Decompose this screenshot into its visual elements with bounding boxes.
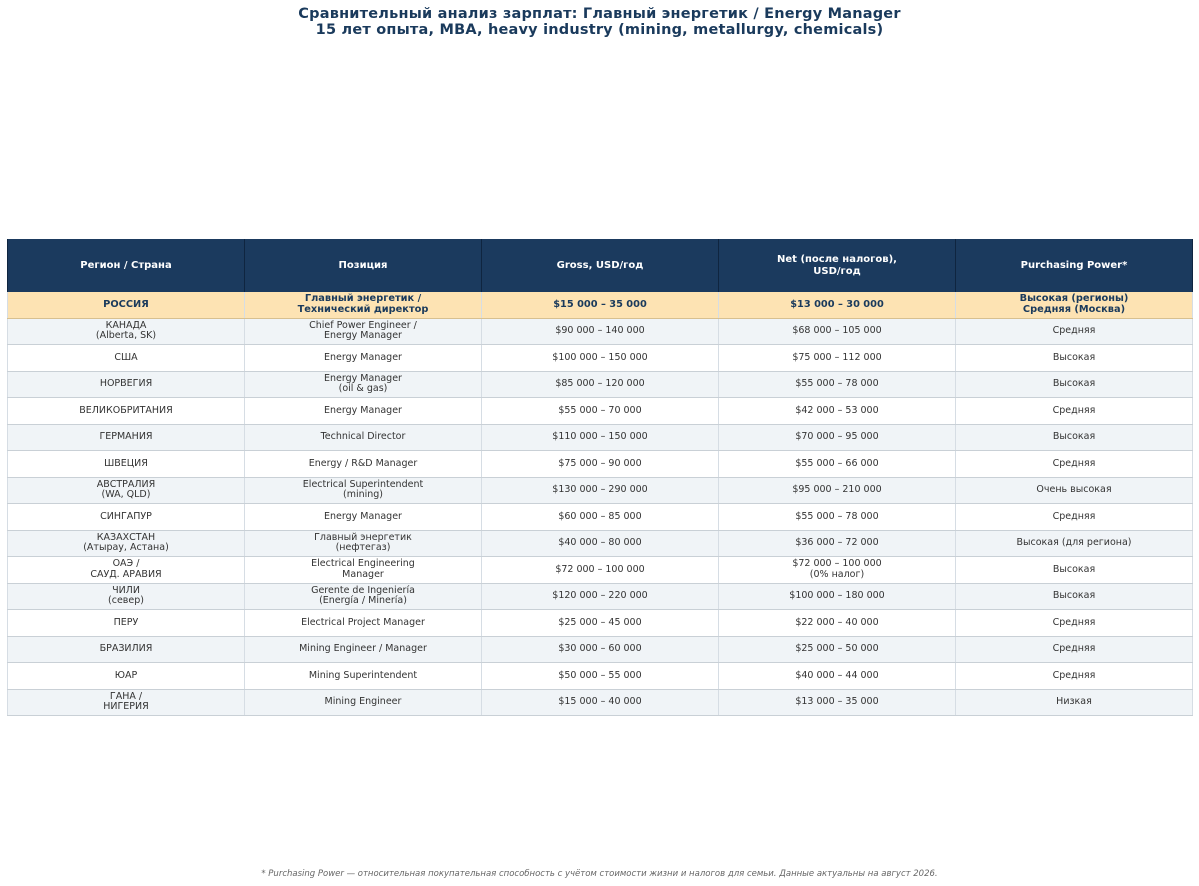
cell-text: $55 000 – 66 000: [795, 457, 879, 469]
cell-position: [245, 557, 482, 584]
cell-text: $72 000 – 100 000: [792, 558, 882, 570]
cell-text: Высокая (регионы): [1019, 293, 1129, 305]
cell-text: $90 000 – 140 000: [555, 325, 645, 336]
cell-text: Высокая: [1052, 563, 1096, 575]
salary-table-container: [7, 239, 1192, 716]
cell-text: (Energía / Minería): [319, 595, 407, 607]
cell-text: $68 000 – 105 000: [792, 325, 882, 336]
cell-purchasing-power: [956, 663, 1193, 690]
cell-position: [245, 504, 482, 531]
cell-region: [8, 530, 245, 557]
cell-net: [719, 557, 956, 584]
cell-text: Средняя: [1052, 457, 1096, 469]
cell-text: Electrical Superintendent: [302, 478, 424, 490]
header-row: [8, 239, 1193, 292]
cell-net: [719, 345, 956, 372]
cell-gross: [482, 292, 719, 318]
cell-region: [8, 451, 245, 478]
cell-text: САУД. АРАВИЯ: [90, 568, 162, 580]
cell-text: Средняя (Москва): [1022, 303, 1126, 315]
cell-gross: [482, 557, 719, 584]
cell-position: [245, 371, 482, 398]
cell-text: Низкая: [1056, 696, 1092, 707]
cell-text: $72 000 – 100 000: [555, 563, 645, 575]
table-header: [8, 239, 1193, 292]
cell-text: $75 000 – 112 000: [792, 351, 882, 363]
table-row: [8, 371, 1193, 398]
table-row: [8, 398, 1193, 425]
cell-gross: [482, 610, 719, 637]
cell-text: ЧИЛИ: [112, 584, 140, 596]
cell-purchasing-power: [956, 689, 1193, 716]
table-row: [8, 689, 1193, 716]
cell-region: [8, 663, 245, 690]
cell-text: ОАЭ /: [112, 558, 140, 570]
cell-region: [8, 345, 245, 372]
cell-position: [245, 345, 482, 372]
cell-net: [719, 583, 956, 610]
cell-position: [245, 318, 482, 345]
cell-text: Главный энергетик /: [304, 293, 422, 305]
cell-net: [719, 689, 956, 716]
table-row: [8, 583, 1193, 610]
cell-text: $36 000 – 72 000: [795, 537, 879, 548]
salary-comparison-table: [7, 239, 1193, 716]
cell-text: $55 000 – 70 000: [558, 404, 642, 416]
cell-position: [245, 583, 482, 610]
cell-text: $42 000 – 53 000: [795, 404, 879, 416]
cell-text: $15 000 – 35 000: [553, 298, 647, 310]
cell-text: $25 000 – 45 000: [558, 616, 642, 628]
table-body: [8, 292, 1193, 716]
cell-position: [245, 610, 482, 637]
table-row: [8, 610, 1193, 637]
cell-position: [245, 689, 482, 716]
cell-purchasing-power: [956, 530, 1193, 557]
cell-text: $15 000 – 40 000: [558, 696, 642, 707]
cell-purchasing-power: [956, 636, 1193, 663]
cell-text: (mining): [342, 489, 384, 501]
cell-text: НОРВЕГИЯ: [99, 378, 153, 389]
cell-gross: [482, 318, 719, 345]
column-header-line: Gross, USD/год: [556, 259, 644, 271]
cell-text: (0% налог): [809, 568, 865, 580]
cell-gross: [482, 636, 719, 663]
cell-text: ПЕРУ: [113, 616, 139, 628]
table-row: [8, 424, 1193, 451]
cell-region: [8, 689, 245, 716]
cell-net: [719, 636, 956, 663]
cell-net: [719, 371, 956, 398]
cell-text: Средняя: [1052, 643, 1096, 654]
cell-region: [8, 371, 245, 398]
cell-text: БРАЗИЛИЯ: [99, 643, 153, 654]
cell-text: ВЕЛИКОБРИТАНИЯ: [79, 404, 173, 416]
cell-text: $110 000 – 150 000: [552, 431, 648, 442]
cell-text: $50 000 – 55 000: [558, 669, 642, 681]
cell-net: [719, 398, 956, 425]
cell-gross: [482, 530, 719, 557]
table-row: [8, 345, 1193, 372]
cell-text: КАНАДА: [105, 319, 147, 331]
cell-text: $70 000 – 95 000: [795, 431, 879, 442]
table-row: [8, 504, 1193, 531]
table-row: [8, 477, 1193, 504]
footnote: * Purchasing Power — относительная покупательная способность с учётом стоимости жизни и налогов для семьи. Данные актуальны на август 2026.: [261, 869, 938, 879]
cell-position: [245, 663, 482, 690]
cell-region: [8, 504, 245, 531]
cell-text: $100 000 – 150 000: [552, 351, 648, 363]
cell-text: $120 000 – 220 000: [552, 590, 648, 601]
cell-gross: [482, 345, 719, 372]
cell-text: ГАНА /: [109, 690, 143, 702]
cell-gross: [482, 451, 719, 478]
cell-gross: [482, 689, 719, 716]
column-header-line: Позиция: [338, 259, 388, 271]
page-title: [0, 6, 1199, 38]
cell-purchasing-power: [956, 557, 1193, 584]
cell-text: $13 000 – 30 000: [790, 298, 884, 310]
cell-text: (север): [108, 595, 144, 607]
column-header-gross: [482, 239, 719, 292]
cell-text: Chief Power Engineer /: [309, 319, 417, 331]
column-header-purchasing-power: [956, 239, 1193, 292]
cell-position: [245, 398, 482, 425]
cell-text: КАЗАХСТАН: [96, 531, 156, 543]
cell-text: Технический директор: [297, 303, 429, 315]
table-row: [8, 636, 1193, 663]
column-header-line: Purchasing Power*: [1020, 259, 1128, 271]
cell-text: Средняя: [1052, 325, 1096, 336]
cell-purchasing-power: [956, 318, 1193, 345]
cell-text: СИНГАПУР: [100, 510, 152, 522]
cell-text: $60 000 – 85 000: [558, 510, 642, 522]
cell-gross: [482, 583, 719, 610]
cell-region: [8, 292, 245, 318]
cell-purchasing-power: [956, 345, 1193, 372]
table-row: [8, 451, 1193, 478]
cell-text: Mining Engineer / Manager: [299, 643, 427, 654]
cell-region: [8, 424, 245, 451]
cell-text: Средняя: [1052, 669, 1096, 681]
cell-text: Energy Manager: [324, 330, 402, 342]
cell-position: [245, 424, 482, 451]
table-row: [8, 557, 1193, 584]
cell-text: Средняя: [1052, 616, 1096, 628]
cell-text: Gerente de Ingeniería: [311, 584, 415, 596]
cell-purchasing-power: [956, 424, 1193, 451]
cell-net: [719, 504, 956, 531]
cell-net: [719, 451, 956, 478]
cell-region: [8, 477, 245, 504]
cell-purchasing-power: [956, 610, 1193, 637]
cell-net: [719, 610, 956, 637]
cell-text: Energy / R&D Manager: [308, 457, 418, 469]
cell-text: $25 000 – 50 000: [795, 643, 879, 654]
cell-gross: [482, 371, 719, 398]
cell-text: Высокая: [1052, 351, 1096, 363]
cell-gross: [482, 663, 719, 690]
cell-text: Очень высокая: [1036, 484, 1112, 495]
cell-text: $95 000 – 210 000: [792, 484, 882, 495]
column-header-line: USD/год: [813, 265, 861, 277]
title-line-1: Сравнительный анализ зарплат: Главный энергетик / Energy Manager: [298, 6, 901, 22]
cell-region: [8, 583, 245, 610]
cell-gross: [482, 398, 719, 425]
cell-position: [245, 530, 482, 557]
cell-text: $55 000 – 78 000: [795, 510, 879, 522]
cell-gross: [482, 504, 719, 531]
cell-text: $85 000 – 120 000: [555, 378, 645, 389]
cell-text: Mining Superintendent: [308, 669, 418, 681]
cell-position: [245, 636, 482, 663]
table-row: [8, 318, 1193, 345]
cell-text: Energy Manager: [324, 510, 402, 522]
cell-text: $75 000 – 90 000: [558, 457, 642, 469]
cell-text: Manager: [342, 568, 384, 580]
cell-text: $40 000 – 44 000: [795, 669, 879, 681]
cell-text: Главный энергетик: [314, 531, 412, 543]
cell-text: $13 000 – 35 000: [795, 696, 879, 707]
title-line-2: 15 лет опыта, MBA, heavy industry (mining, metallurgy, chemicals): [315, 22, 884, 38]
column-header-line: Net (после налогов),: [777, 253, 897, 265]
column-header-position: [245, 239, 482, 292]
cell-region: [8, 636, 245, 663]
cell-text: Electrical Engineering: [311, 558, 415, 570]
cell-text: $130 000 – 290 000: [552, 484, 648, 495]
cell-position: [245, 292, 482, 318]
cell-text: Средняя: [1052, 404, 1096, 416]
cell-text: $55 000 – 78 000: [795, 378, 879, 389]
cell-text: Energy Manager: [324, 351, 402, 363]
cell-region: [8, 318, 245, 345]
cell-text: Высокая: [1052, 378, 1096, 389]
cell-text: Energy Manager: [324, 372, 402, 384]
cell-text: Mining Engineer: [324, 696, 402, 707]
cell-text: Средняя: [1052, 510, 1096, 522]
cell-text: (oil & gas): [338, 383, 388, 395]
cell-text: США: [114, 351, 138, 363]
column-header-net: [719, 239, 956, 292]
column-header-line: Регион / Страна: [80, 259, 172, 271]
cell-region: [8, 610, 245, 637]
cell-purchasing-power: [956, 583, 1193, 610]
cell-text: Electrical Project Manager: [301, 616, 425, 628]
cell-gross: [482, 477, 719, 504]
cell-net: [719, 424, 956, 451]
cell-text: (Атырау, Астана): [83, 542, 169, 554]
cell-text: Energy Manager: [324, 404, 402, 416]
cell-purchasing-power: [956, 477, 1193, 504]
cell-position: [245, 451, 482, 478]
table-row: [8, 530, 1193, 557]
cell-text: АВСТРАЛИЯ: [96, 478, 156, 490]
cell-text: ЮАР: [114, 669, 138, 681]
cell-text: $22 000 – 40 000: [795, 616, 879, 628]
table-row-highlight: [8, 292, 1193, 318]
cell-region: [8, 557, 245, 584]
cell-purchasing-power: [956, 292, 1193, 318]
cell-text: Высокая: [1052, 590, 1096, 601]
cell-net: [719, 318, 956, 345]
cell-text: $40 000 – 80 000: [558, 537, 642, 548]
cell-net: [719, 292, 956, 318]
cell-region: [8, 398, 245, 425]
cell-purchasing-power: [956, 371, 1193, 398]
cell-text: ГЕРМАНИЯ: [99, 431, 153, 442]
cell-text: Высокая (для региона): [1016, 537, 1132, 548]
cell-text: (Alberta, SK): [95, 330, 157, 342]
cell-text: (нефтегаз): [335, 542, 391, 554]
cell-text: Высокая: [1052, 431, 1096, 442]
cell-purchasing-power: [956, 398, 1193, 425]
cell-text: РОССИЯ: [103, 298, 149, 310]
cell-text: (WA, QLD): [101, 489, 151, 501]
cell-text: $30 000 – 60 000: [558, 643, 642, 654]
cell-purchasing-power: [956, 451, 1193, 478]
cell-purchasing-power: [956, 504, 1193, 531]
cell-text: Technical Director: [320, 431, 406, 442]
column-header-region: [8, 239, 245, 292]
cell-net: [719, 663, 956, 690]
cell-text: $100 000 – 180 000: [789, 590, 885, 601]
cell-text: ШВЕЦИЯ: [104, 457, 148, 469]
cell-position: [245, 477, 482, 504]
table-row: [8, 663, 1193, 690]
cell-gross: [482, 424, 719, 451]
cell-text: НИГЕРИЯ: [103, 701, 149, 713]
cell-net: [719, 477, 956, 504]
cell-net: [719, 530, 956, 557]
